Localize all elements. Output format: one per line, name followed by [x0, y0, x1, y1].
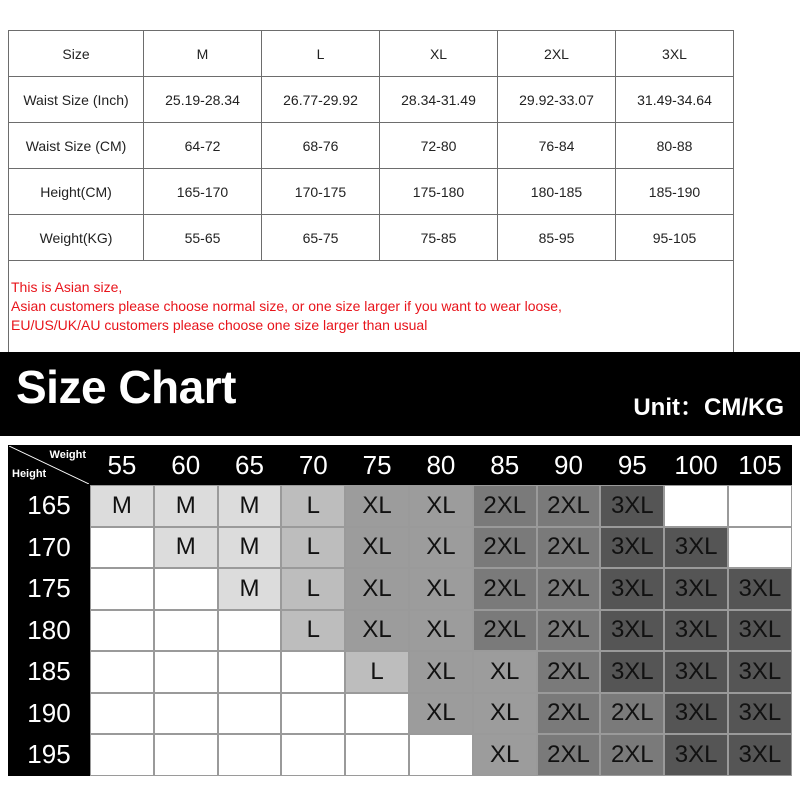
corner-weight-label: Weight [49, 449, 86, 461]
size-grid-cell: 3XL [664, 568, 728, 610]
size-table-header-row [9, 31, 734, 77]
size-grid-cell: 2XL [537, 568, 601, 610]
size-grid-cell: 3XL [664, 693, 728, 735]
size-grid-cell [154, 734, 218, 776]
size-grid-cell [728, 527, 792, 569]
size-grid-cell: L [281, 568, 345, 610]
size-grid-cell: 2XL [473, 568, 537, 610]
size-grid-cell [281, 693, 345, 735]
size-table-cell: 25.19-28.34 [144, 77, 262, 123]
size-table-header-cell: 2XL [498, 31, 616, 77]
size-grid-cell [345, 734, 409, 776]
size-grid-cell: 2XL [473, 610, 537, 652]
size-grid-cell: XL [345, 527, 409, 569]
weight-header-cell: 105 [728, 445, 792, 485]
weight-header-cell: 60 [154, 445, 218, 485]
size-grid-cell: 3XL [600, 610, 664, 652]
size-table-cell: 65-75 [262, 215, 380, 261]
size-grid-cell: 3XL [728, 568, 792, 610]
size-grid-cell: 2XL [473, 527, 537, 569]
size-table-cell: 55-65 [144, 215, 262, 261]
size-table-header-cell: XL [380, 31, 498, 77]
weight-header-cell: 65 [218, 445, 282, 485]
size-table-row-label: Height(CM) [9, 169, 144, 215]
size-grid-cell: XL [345, 610, 409, 652]
height-header-cell: 185 [8, 651, 90, 693]
size-table-header-cell: M [144, 31, 262, 77]
height-header-cell: 170 [8, 527, 90, 569]
size-table-cell: 68-76 [262, 123, 380, 169]
size-grid-cell: 3XL [664, 610, 728, 652]
size-grid-cell [218, 610, 282, 652]
size-grid-cell [90, 651, 154, 693]
size-grid-cell [281, 734, 345, 776]
weight-header-cell: 75 [345, 445, 409, 485]
size-table-cell: 29.92-33.07 [498, 77, 616, 123]
size-grid-cell: 2XL [537, 734, 601, 776]
size-grid-cell: L [281, 610, 345, 652]
size-grid-cell [154, 651, 218, 693]
size-grid-cell [154, 610, 218, 652]
size-table-cell: 85-95 [498, 215, 616, 261]
size-grid-cell [664, 485, 728, 527]
size-grid-cell [218, 693, 282, 735]
size-grid-cell: 3XL [600, 568, 664, 610]
size-table-row [9, 215, 734, 261]
size-grid-cell [218, 651, 282, 693]
size-grid-cell: M [218, 527, 282, 569]
size-grid-cell: XL [345, 568, 409, 610]
weight-header-cell: 90 [537, 445, 601, 485]
size-grid-cell: 3XL [728, 610, 792, 652]
size-grid-cell: 2XL [600, 693, 664, 735]
size-table-row [9, 169, 734, 215]
size-table-cell: 175-180 [380, 169, 498, 215]
size-grid-cell: 3XL [728, 651, 792, 693]
size-grid-cell: 2XL [537, 693, 601, 735]
size-grid-cell [345, 693, 409, 735]
size-grid-cell: 3XL [664, 734, 728, 776]
size-grid-cell: L [281, 485, 345, 527]
weight-header-cell: 70 [281, 445, 345, 485]
size-grid-cell: 2XL [473, 485, 537, 527]
size-grid-cell: M [90, 485, 154, 527]
height-header-cell: 180 [8, 610, 90, 652]
corner-height-label: Height [12, 468, 47, 480]
height-header-cell: 175 [8, 568, 90, 610]
size-grid-cell: XL [473, 734, 537, 776]
size-table-cell: 75-85 [380, 215, 498, 261]
size-grid-cell [90, 734, 154, 776]
size-table-row-label: Weight(KG) [9, 215, 144, 261]
size-grid-cell: 3XL [600, 651, 664, 693]
size-grid-cell [154, 568, 218, 610]
size-grid-cell [90, 527, 154, 569]
size-grid-cell: XL [473, 651, 537, 693]
size-grid-cell: XL [409, 610, 473, 652]
size-table-cell: 180-185 [498, 169, 616, 215]
size-chart-banner [0, 352, 800, 436]
size-grid-cell: 3XL [664, 527, 728, 569]
size-grid-cell: M [154, 485, 218, 527]
size-grid-cell: L [281, 527, 345, 569]
size-table-cell: 80-88 [616, 123, 734, 169]
height-header-cell: 165 [8, 485, 90, 527]
size-grid-cell: XL [409, 527, 473, 569]
size-grid-cell: 2XL [537, 610, 601, 652]
size-grid-cell: 2XL [537, 651, 601, 693]
grid-corner-cell [8, 445, 90, 485]
weight-header-cell: 80 [409, 445, 473, 485]
size-table-cell: 185-190 [616, 169, 734, 215]
banner-title: Size Chart [16, 361, 236, 413]
size-grid-cell: 2XL [537, 527, 601, 569]
size-grid-cell: 3XL [728, 693, 792, 735]
weight-header-cell: 85 [473, 445, 537, 485]
size-grid-cell [90, 693, 154, 735]
size-grid-cell: XL [473, 693, 537, 735]
size-table-cell: 170-175 [262, 169, 380, 215]
size-grid-cell: XL [409, 485, 473, 527]
size-table-row-label: Waist Size (Inch) [9, 77, 144, 123]
size-table-row [9, 123, 734, 169]
size-grid-cell [728, 485, 792, 527]
size-grid-cell: 3XL [600, 485, 664, 527]
size-grid-cell: 3XL [600, 527, 664, 569]
size-table-header-cell: 3XL [616, 31, 734, 77]
size-note-line: Asian customers please choose normal size, or one size larger if you want to wear loose, [11, 298, 562, 314]
size-table-row [9, 77, 734, 123]
size-grid-cell: 2XL [537, 485, 601, 527]
size-grid-cell [90, 610, 154, 652]
size-note-line: EU/US/UK/AU customers please choose one size larger than usual [11, 317, 428, 333]
size-grid-cell: 3XL [664, 651, 728, 693]
size-table-row-label: Waist Size (CM) [9, 123, 144, 169]
size-grid-cell [281, 651, 345, 693]
weight-header-cell: 55 [90, 445, 154, 485]
size-table-body [9, 31, 734, 353]
size-grid-cell [409, 734, 473, 776]
size-grid-cell: XL [409, 568, 473, 610]
size-table-header-cell: L [262, 31, 380, 77]
size-grid-cell: XL [409, 651, 473, 693]
size-table-cell: 31.49-34.64 [616, 77, 734, 123]
weight-header-cell: 100 [664, 445, 728, 485]
weight-header-cell: 95 [600, 445, 664, 485]
size-table [8, 30, 734, 353]
size-grid-cell: XL [409, 693, 473, 735]
size-table-cell: 95-105 [616, 215, 734, 261]
size-note [9, 261, 734, 353]
height-header-cell: 190 [8, 693, 90, 735]
size-grid-cell: L [345, 651, 409, 693]
size-table-header-cell: Size [9, 31, 144, 77]
size-note-line: This is Asian size, [11, 279, 123, 295]
height-header-cell: 195 [8, 734, 90, 776]
size-grid-cell [218, 734, 282, 776]
size-table-cell: 64-72 [144, 123, 262, 169]
banner-unit: Unit：CM/KG [633, 394, 784, 421]
size-grid-cell: M [218, 485, 282, 527]
size-grid-cell: 3XL [728, 734, 792, 776]
size-table-cell: 72-80 [380, 123, 498, 169]
size-table-cell: 26.77-29.92 [262, 77, 380, 123]
size-table-note-row [9, 261, 734, 353]
size-grid-cell: M [154, 527, 218, 569]
size-table-cell: 165-170 [144, 169, 262, 215]
size-table-cell: 28.34-31.49 [380, 77, 498, 123]
size-grid-cell [90, 568, 154, 610]
size-grid-cell: 2XL [600, 734, 664, 776]
size-grid-cell: M [218, 568, 282, 610]
size-grid-cell [154, 693, 218, 735]
size-grid-cell: XL [345, 485, 409, 527]
size-table-cell: 76-84 [498, 123, 616, 169]
